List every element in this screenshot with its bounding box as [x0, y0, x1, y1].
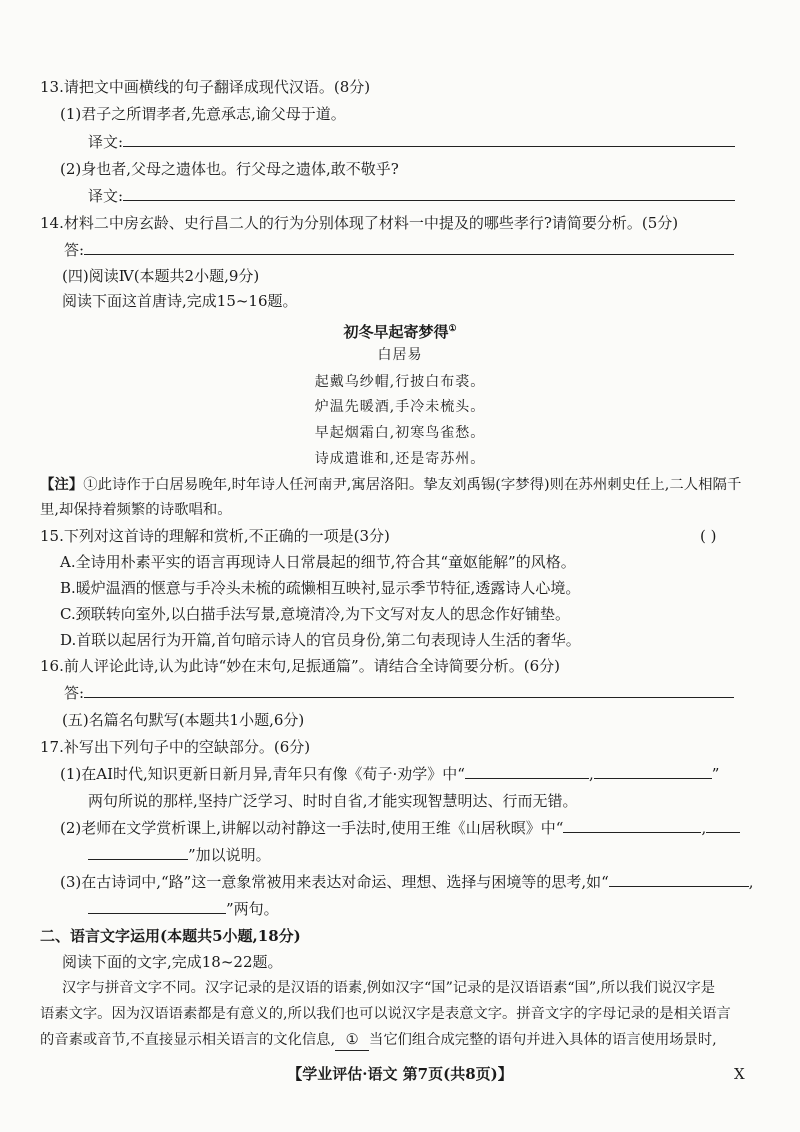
q17-blank-2b[interactable]: [706, 818, 740, 833]
q17-item-3-line-2: ”两句。: [88, 899, 279, 919]
q13-answer-line-2[interactable]: [123, 186, 735, 201]
poem-line-4: 诗成遣谁和,还是寄苏州。: [314, 451, 486, 467]
q17-blank-2c[interactable]: [88, 845, 188, 860]
q15-answer-bracket[interactable]: ( ): [700, 527, 717, 545]
q14-answer-line[interactable]: [84, 240, 734, 255]
q15-option-c: C.颈联转向室外,以白描手法写景,意境清冷,为下文写对友人的思念作好铺垫。: [60, 605, 571, 623]
poem-line-1: 起戴乌纱帽,行披白布裘。: [314, 374, 486, 390]
q17-item-2-line-1: (2)老师在文学赏析课上,讲解以动衬静这一手法时,使用王维《山居秋暝》中“ ,: [60, 818, 740, 838]
q16-answer-line[interactable]: [84, 683, 734, 698]
q17-blank-1a[interactable]: [465, 764, 589, 779]
q17-item-3-line-1: (3)在古诗词中,“路”这一意象常被用来表达对命运、理想、选择与困境等的思考,如“ ,: [60, 873, 754, 891]
q14-answer: 答:: [64, 240, 734, 260]
q15-option-d: D.首联以起居行为开篇,首句暗示诗人的官员身份,第二句表现诗人生活的奢华。: [60, 631, 581, 649]
q15-option-b: B.暖炉温酒的惬意与手冷头未梳的疏懒相互映衬,显示季节特征,透露诗人心境。: [60, 579, 581, 597]
part2-heading: 二、语言文字运用(本题共5小题,18分): [40, 927, 301, 945]
q15-option-a: A.全诗用朴素平实的语言再现诗人日常晨起的细节,符合其“童妪能解”的风格。: [60, 553, 576, 571]
q13-answer-label-1: 译文:: [88, 132, 735, 152]
q17-blank-3b[interactable]: [88, 899, 226, 914]
poem-line-2: 炉温先暖酒,手冷未梳头。: [314, 399, 486, 415]
q13-stem: 13.请把文中画横线的句子翻译成现代汉语。(8分): [40, 78, 371, 96]
part2-paragraph-line-2: 语素文字。因为汉语语素都是有意义的,所以我们也可以说汉字是表意文字。拼音文字的字母记录的是相关语言: [40, 1006, 731, 1022]
section4-heading: (四)阅读Ⅳ(本题共2小题,9分): [62, 267, 260, 285]
poem-title: 初冬早起寄梦得①: [343, 323, 457, 341]
q17-item-1-line-2: 两句所说的那样,坚持广泛学习、时时自省,才能实现智慧明达、行而无错。: [88, 792, 578, 810]
q13-answer-line-1[interactable]: [123, 132, 735, 147]
poem-note-mark: ①: [448, 324, 457, 334]
poem-note-line-2: 里,却保持着频繁的诗歌唱和。: [40, 502, 232, 518]
q17-item-2-line-2: ”加以说明。: [88, 845, 271, 865]
part2-intro: 阅读下面的文字,完成18~22题。: [62, 953, 283, 971]
q17-item-1-line-1: (1)在AI时代,知识更新日新月异,青年只有像《荀子·劝学》中“ , ”: [60, 765, 720, 783]
section4-intro: 阅读下面这首唐诗,完成15~16题。: [62, 292, 298, 310]
poem-line-3: 早起烟霜白,初寒鸟雀愁。: [314, 425, 486, 441]
q16-stem: 16.前人评论此诗,认为此诗“妙在末句,足振通篇”。请结合全诗简要分析。(6分): [40, 657, 560, 675]
q13-sentence-1: (1)君子之所谓孝者,先意承志,谕父母于道。: [60, 105, 346, 123]
poem-author: 白居易: [377, 347, 423, 363]
section5-heading: (五)名篇名句默写(本题共1小题,6分): [62, 711, 305, 729]
q17-blank-3a[interactable]: [609, 872, 749, 887]
part2-paragraph-line-3: 的音素或音节,不直接显示相关语言的文化信息, ① 当它们组合成完整的语句并进入具体的语言使用场景时,: [40, 1030, 717, 1051]
q17-blank-1b[interactable]: [594, 764, 712, 779]
part2-blank-1[interactable]: ①: [335, 1030, 369, 1051]
q17-stem: 17.补写出下列句子中的空缺部分。(6分): [40, 738, 311, 756]
q17-blank-2a[interactable]: [563, 818, 701, 833]
poem-note-line-1: 【注】①此诗作于白居易晚年,时年诗人任河南尹,寓居洛阳。挚友刘禹锡(字梦得)则在苏州刺史任上,二人相隔千: [40, 476, 742, 493]
q15-stem: 15.下列对这首诗的理解和赏析,不正确的一项是(3分): [40, 527, 390, 545]
q16-answer: 答:: [64, 683, 734, 703]
page-footer: 【学业评估·语文 第7页(共8页)】: [287, 1065, 513, 1083]
q13-sentence-2: (2)身也者,父母之遗体也。行父母之遗体,敢不敬乎?: [60, 160, 399, 178]
q13-answer-label-2: 译文:: [88, 186, 735, 206]
footer-mark: X: [734, 1065, 745, 1083]
q14-stem: 14.材料二中房玄龄、史行昌二人的行为分别体现了材料一中提及的哪些孝行?请简要分析。(5分): [40, 214, 679, 232]
part2-paragraph-line-1: 汉字与拼音文字不同。汉字记录的是汉语的语素,例如汉字“国”记录的是汉语语素“国”,所以我们说汉字是: [62, 980, 716, 996]
